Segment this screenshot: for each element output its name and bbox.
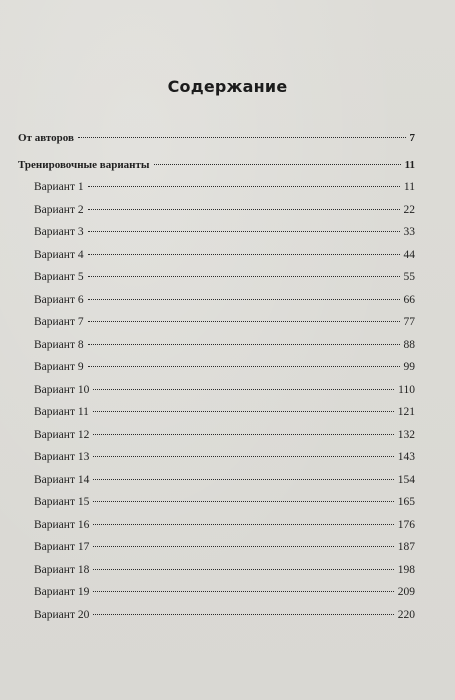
dot-leader bbox=[88, 231, 400, 232]
toc-entry-label: Вариант 19 bbox=[34, 586, 90, 598]
dot-leader bbox=[93, 524, 393, 525]
toc-entry-variant[interactable] bbox=[34, 338, 415, 352]
toc-entry-page: 22 bbox=[403, 203, 415, 216]
dot-leader bbox=[93, 411, 394, 412]
toc-entry-label: Вариант 11 bbox=[34, 406, 89, 418]
toc-entry-page: 44 bbox=[403, 248, 415, 261]
toc-entry-label: Вариант 2 bbox=[34, 203, 84, 216]
toc-entry-variant[interactable] bbox=[34, 180, 415, 194]
toc-entry-page: 66 bbox=[403, 293, 415, 306]
dot-leader bbox=[93, 434, 393, 435]
toc-entry-label: Вариант 20 bbox=[34, 608, 90, 621]
dot-leader bbox=[88, 186, 400, 187]
toc-entry-label: От авторов bbox=[18, 132, 74, 144]
toc-entry-label: Вариант 7 bbox=[34, 316, 84, 328]
toc-entry-page: 198 bbox=[397, 563, 415, 576]
toc-entry-page: 7 bbox=[409, 132, 415, 144]
toc-entry-variant[interactable] bbox=[34, 383, 415, 397]
toc-entry-page: 55 bbox=[403, 271, 415, 283]
toc-entry-label: Тренировочные варианты bbox=[18, 159, 150, 171]
toc-entry-page: 33 bbox=[403, 226, 415, 238]
toc-entry-page: 11 bbox=[403, 181, 415, 193]
toc-entry-label: Вариант 16 bbox=[34, 518, 90, 531]
toc-entry-variant[interactable] bbox=[34, 203, 415, 217]
toc-entry-page: 121 bbox=[397, 406, 415, 418]
toc-entry-label: Вариант 9 bbox=[34, 361, 84, 373]
toc-entry-label: Вариант 15 bbox=[34, 496, 90, 508]
dot-leader bbox=[88, 276, 400, 277]
toc-entry-variant[interactable] bbox=[34, 225, 415, 239]
toc-entry-label: Вариант 17 bbox=[34, 541, 90, 553]
toc-entry-variant[interactable] bbox=[34, 315, 415, 329]
toc-entry-label: Вариант 4 bbox=[34, 248, 84, 261]
toc-entry-variant[interactable] bbox=[34, 360, 415, 374]
toc-entry-label: Вариант 5 bbox=[34, 271, 84, 283]
toc-entry-page: 110 bbox=[398, 383, 415, 396]
dot-leader bbox=[88, 209, 400, 210]
toc-entry-variant[interactable] bbox=[34, 495, 415, 509]
toc-entry-label: Вариант 18 bbox=[34, 563, 90, 576]
dot-leader bbox=[93, 546, 393, 547]
toc-entry-variant[interactable] bbox=[34, 293, 415, 307]
toc-entry-page: 176 bbox=[397, 518, 415, 531]
dot-leader bbox=[93, 456, 393, 457]
toc-entry-label: Вариант 8 bbox=[34, 338, 84, 351]
toc-entry-training-variants[interactable] bbox=[18, 158, 415, 172]
page-title: Содержание bbox=[167, 77, 288, 96]
dot-leader bbox=[88, 321, 400, 322]
toc-entry-variant[interactable] bbox=[34, 473, 415, 487]
dot-leader bbox=[78, 137, 406, 138]
toc-entry-page: 11 bbox=[404, 159, 415, 171]
toc-entry-variant[interactable] bbox=[34, 518, 415, 532]
toc-entry-variant[interactable] bbox=[34, 585, 415, 599]
dot-leader bbox=[93, 389, 394, 390]
dot-leader bbox=[88, 254, 400, 255]
toc-entry-variant[interactable] bbox=[34, 608, 415, 622]
dot-leader bbox=[88, 344, 400, 345]
dot-leader bbox=[93, 614, 393, 615]
toc-entry-page: 187 bbox=[397, 541, 415, 553]
toc-entry-label: Вариант 14 bbox=[34, 473, 90, 486]
toc-entry-label: Вариант 3 bbox=[34, 226, 84, 238]
toc-entry-page: 209 bbox=[397, 586, 415, 598]
toc-entry-page: 88 bbox=[403, 338, 415, 351]
toc-entry-label: Вариант 6 bbox=[34, 293, 84, 306]
toc-entry-label: Вариант 12 bbox=[34, 428, 90, 441]
dot-leader bbox=[93, 501, 393, 502]
toc-entry-variant[interactable] bbox=[34, 428, 415, 442]
toc-entry-variant[interactable] bbox=[34, 270, 415, 284]
toc-entry-label: Вариант 1 bbox=[34, 181, 84, 193]
toc-entry-variant[interactable] bbox=[34, 540, 415, 554]
dot-leader bbox=[88, 299, 400, 300]
toc-entry-variant[interactable] bbox=[34, 248, 415, 262]
toc-entry-page: 132 bbox=[397, 428, 415, 441]
dot-leader bbox=[88, 366, 400, 367]
toc-entry-authors[interactable] bbox=[18, 131, 415, 145]
toc-entry-page: 99 bbox=[403, 361, 415, 373]
toc-entry-label: Вариант 13 bbox=[34, 451, 90, 463]
dot-leader bbox=[154, 164, 401, 165]
toc-entry-label: Вариант 10 bbox=[34, 383, 90, 396]
toc-entry-page: 220 bbox=[397, 608, 415, 621]
toc-entry-variant[interactable] bbox=[34, 405, 415, 419]
toc-entry-page: 154 bbox=[397, 473, 415, 486]
dot-leader bbox=[93, 569, 393, 570]
toc-entry-variant[interactable] bbox=[34, 450, 415, 464]
toc-entry-page: 77 bbox=[403, 316, 415, 328]
toc-entry-page: 165 bbox=[397, 496, 415, 508]
toc-entry-page: 143 bbox=[397, 451, 415, 463]
dot-leader bbox=[93, 479, 393, 480]
toc-entry-variant[interactable] bbox=[34, 563, 415, 577]
dot-leader bbox=[93, 591, 393, 592]
